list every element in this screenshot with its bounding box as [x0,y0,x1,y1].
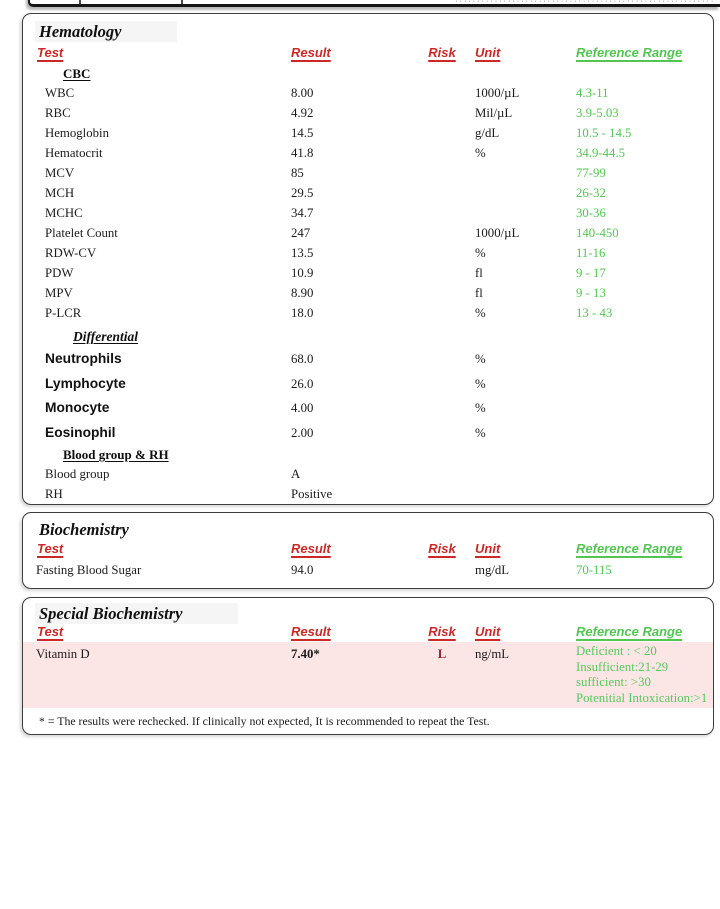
section-title-row [23,598,713,623]
section-title-row [23,513,713,540]
section-biochemistry [22,512,714,589]
column-header-reference-range: Reference Range [576,624,683,639]
test-result: 85 [291,166,304,180]
column-header-result: Result [291,541,331,556]
subsection-label: Differential [73,329,138,344]
test-reference-range: 70-115 [576,563,612,577]
test-unit: % [475,401,486,415]
test-name: MCV [45,166,75,180]
column-header-risk: Risk [428,541,456,556]
test-row [23,183,713,203]
subsection-label: Blood group & RH [63,447,169,462]
header-microtext: ··························································· [454,0,715,5]
test-name: P-LCR [45,306,82,320]
test-reference-range: 10.5 - 14.5 [576,126,632,140]
column-header-row [23,540,713,560]
test-name: Neutrophils [45,351,122,366]
test-row [23,203,713,223]
column-header-row [23,44,713,64]
test-row [23,347,713,372]
test-result: 8.90 [291,286,314,300]
subsection-heading [23,323,713,347]
test-row [23,223,713,243]
subsection-heading [23,445,713,464]
test-result: 14.5 [291,126,314,140]
column-header-test: Test [37,541,64,556]
column-header-test: Test [37,45,64,60]
column-header-result: Result [291,624,331,639]
test-name: Blood group [45,467,110,481]
test-row [23,163,713,183]
test-unit: % [475,376,486,391]
test-unit: 1000/µL [475,86,520,100]
column-header-unit: Unit [475,541,501,556]
test-unit: % [475,306,486,320]
test-unit: mg/dL [475,563,510,577]
test-name: Monocyte [45,400,110,415]
section-title: Special Biochemistry [35,603,238,624]
test-name: Hemoglobin [45,126,109,140]
test-name: WBC [45,86,75,100]
test-name: Eosinophil [45,424,116,440]
test-name: MCH [45,186,75,200]
test-row [23,464,713,484]
test-name: RDW-CV [45,246,97,260]
subsection-heading [23,64,713,83]
test-unit: % [475,425,486,440]
test-reference-range: 77-99 [576,166,606,180]
test-name: RH [45,487,63,501]
test-result: 8.00 [291,86,314,100]
test-name: RBC [45,106,71,120]
test-reference-range: 140-450 [576,226,619,240]
test-result: 7.40* [291,647,320,661]
column-header-reference-range: Reference Range [576,541,683,556]
test-reference-range: 9 - 17 [576,266,606,280]
section-title: Hematology [35,21,177,42]
test-row [23,484,713,504]
test-row [23,143,713,163]
test-unit: Mil/µL [475,106,513,120]
test-result: 68.0 [291,352,314,366]
test-name: Platelet Count [45,226,118,240]
test-name: Lymphocyte [45,375,126,391]
test-name: PDW [45,266,74,280]
test-reference-range: 9 - 13 [576,286,606,300]
test-name: Hematocrit [45,146,103,160]
test-reference-range [576,644,707,706]
column-header-row [23,623,713,642]
test-result: 4.92 [291,106,314,120]
test-result: 2.00 [291,425,314,440]
test-name: MPV [45,286,73,300]
test-result: 13.5 [291,246,314,260]
test-result: Positive [291,487,333,501]
test-unit: % [475,246,486,260]
test-unit: fl [475,286,483,300]
test-unit: % [475,146,486,160]
artifact-mark [79,0,81,4]
column-header-result: Result [291,45,331,60]
subsection-label: CBC [63,66,91,81]
test-result: 10.9 [291,266,314,280]
test-reference-range: 3.9-5.03 [576,106,619,120]
test-name: Fasting Blood Sugar [36,563,142,577]
test-reference-range: 34.9-44.5 [576,146,626,160]
special-biochemistry-rows [23,642,713,708]
column-header-unit: Unit [475,624,501,639]
section-hematology [22,13,714,505]
column-header-risk: Risk [428,624,456,639]
test-reference-range: 4.3-11 [576,86,609,100]
test-unit: ng/mL [475,647,510,661]
test-name: MCHC [45,206,83,220]
test-row [23,303,713,323]
test-row [23,123,713,143]
test-result: A [291,467,301,481]
test-reference-range: 13 - 43 [576,306,613,320]
test-name: Vitamin D [36,647,90,661]
test-unit: % [475,352,486,366]
test-unit: g/dL [475,126,500,140]
test-risk: L [437,647,447,661]
test-result: 26.0 [291,376,314,391]
column-header-unit: Unit [475,45,501,60]
test-result: 41.8 [291,146,314,160]
section-title-row [23,14,713,44]
column-header-test: Test [37,624,64,639]
test-result: 34.7 [291,206,314,220]
test-row [23,243,713,263]
test-unit: 1000/µL [475,226,520,240]
test-result: 18.0 [291,306,314,320]
test-row [23,421,713,446]
test-row [23,396,713,421]
test-unit: fl [475,266,483,280]
test-row [23,283,713,303]
test-result: 4.00 [291,401,314,415]
test-result: 94.0 [291,563,314,577]
test-row [23,83,713,103]
test-row [23,103,713,123]
reference-range-line: Deficient : < 20 [576,644,657,658]
test-result: 29.5 [291,186,314,200]
column-header-risk: Risk [428,45,456,60]
hematology-rows [23,64,713,504]
test-reference-range: 26-32 [576,186,606,200]
reference-range-line: Insufficient:21-29 [576,659,669,674]
test-reference-range: 30-36 [576,206,606,220]
biochemistry-rows [23,560,713,580]
column-header-reference-range: Reference Range [576,45,683,60]
test-row [23,263,713,283]
test-result: 247 [291,226,311,240]
artifact-mark [181,0,183,4]
test-reference-range: 11-16 [576,246,606,260]
reference-range-line: sufficient: >30 [576,675,651,689]
section-special-biochemistry [22,597,714,735]
test-row [23,642,713,708]
reference-range-line: Potenitial Intoxication:>1 [576,690,708,705]
section-title: Biochemistry [39,520,129,539]
test-row [23,560,713,580]
recheck-footnote: * = The results were rechecked. If clinically not expected, It is recommended to repeat the Test. [39,714,490,728]
test-row [23,372,713,397]
